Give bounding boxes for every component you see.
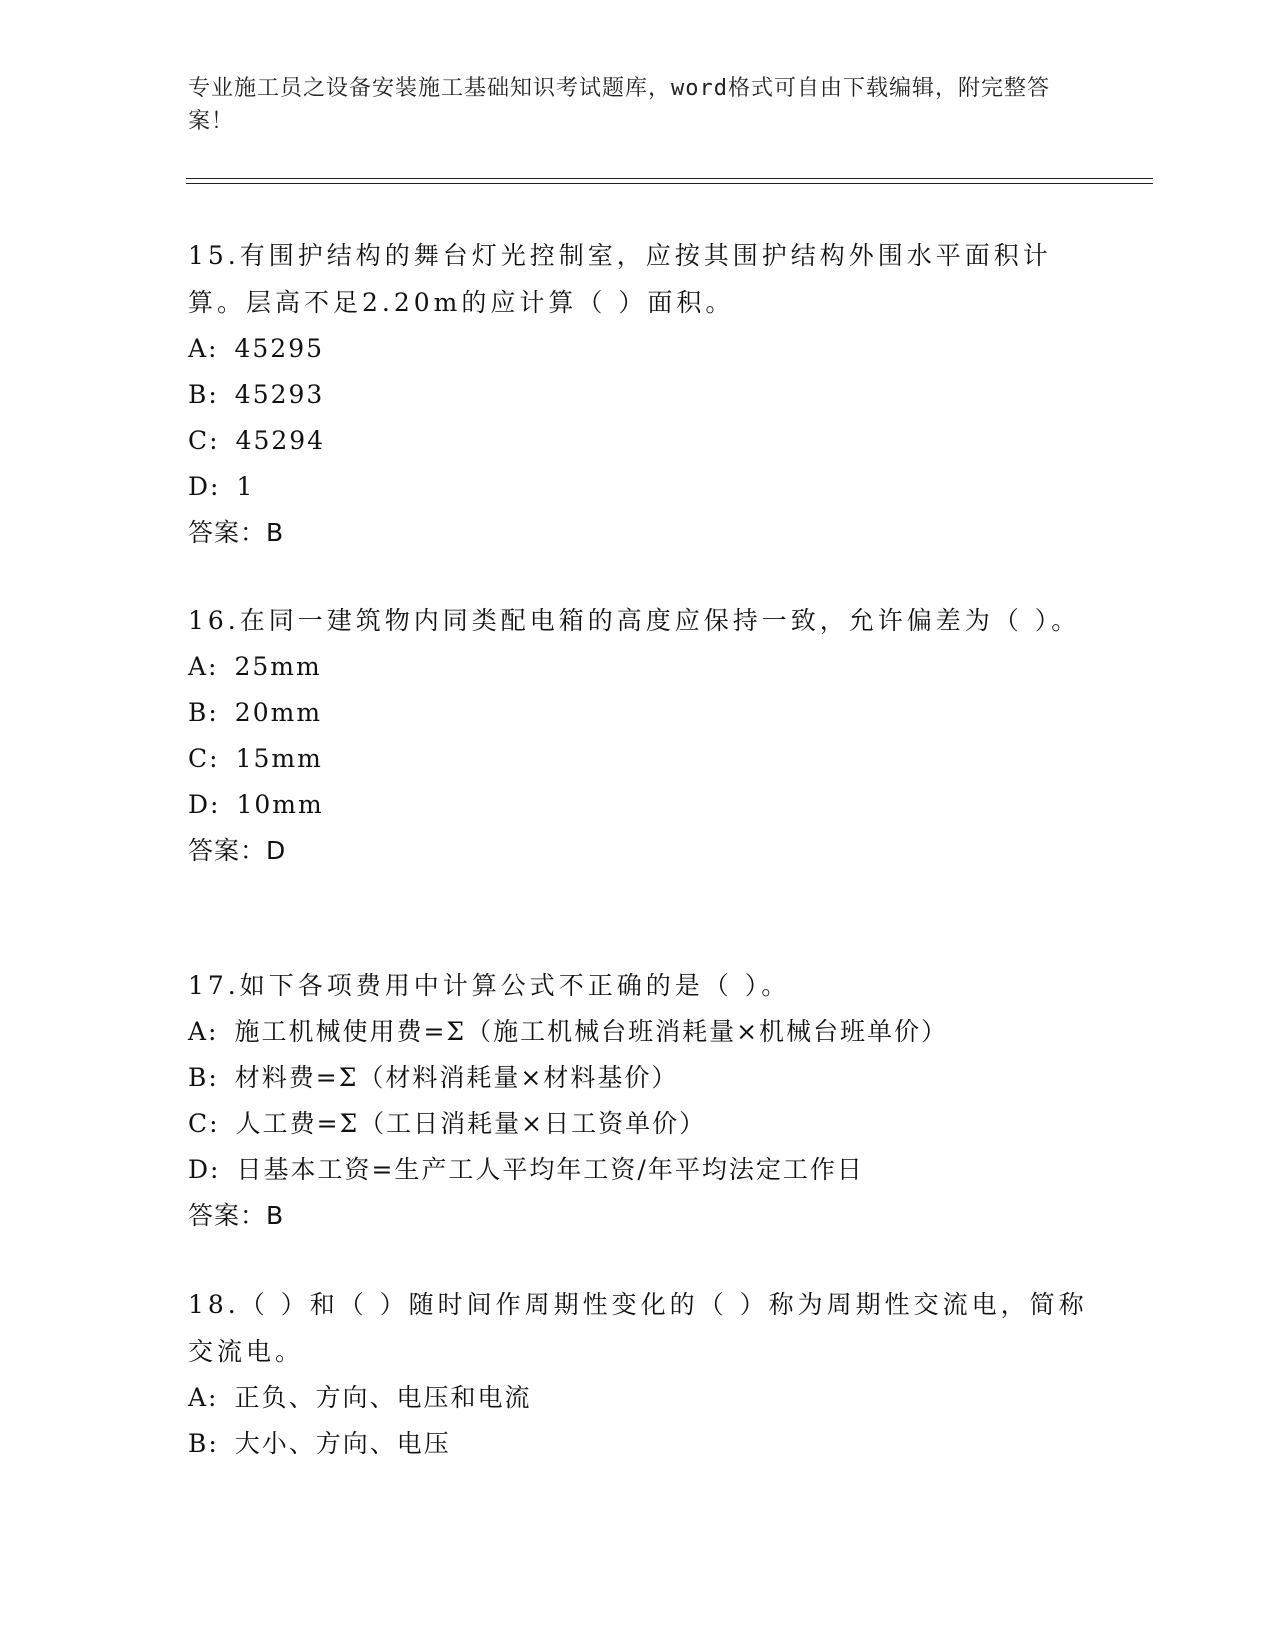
- option-label: B:: [188, 1429, 219, 1458]
- option-label: A:: [188, 1017, 219, 1046]
- question-15: [188, 232, 1088, 556]
- option-label: B:: [188, 1063, 219, 1092]
- document-header: [188, 72, 1068, 138]
- question-stem: 16.在同一建筑物内同类配电箱的高度应保持一致，允许偏差为（ ）。: [188, 606, 1081, 635]
- option-a: [188, 1375, 1088, 1421]
- option-label: D:: [188, 1155, 221, 1184]
- option-label: A:: [188, 334, 219, 363]
- option-text: 人工费=Σ（工日消耗量×日工资单价）: [235, 1109, 707, 1138]
- option-d: [188, 1147, 1088, 1193]
- answer: 答案：B: [188, 518, 285, 547]
- option-a: [188, 1009, 1088, 1055]
- option-label: B:: [188, 380, 219, 409]
- option-text: 45295: [234, 334, 325, 363]
- option-text: 10mm: [236, 790, 324, 819]
- question-stem: 18.（ ）和（ ）随时间作周期性变化的（ ）称为周期性交流电，简称交流电。: [188, 1290, 1088, 1366]
- option-label: B:: [188, 698, 219, 727]
- option-label: C:: [188, 1109, 220, 1138]
- option-text: 20mm: [234, 698, 323, 727]
- option-text: 25mm: [234, 652, 322, 681]
- option-b: [188, 372, 1088, 418]
- header-rule-top: [186, 178, 1153, 179]
- option-text: 大小、方向、电压: [234, 1429, 451, 1458]
- answer: 答案：B: [188, 1201, 285, 1230]
- option-c: [188, 736, 1088, 782]
- option-c: [188, 418, 1088, 464]
- option-a: [188, 326, 1088, 372]
- option-text: 45293: [234, 380, 325, 409]
- question-18: [188, 1281, 1088, 1467]
- option-text: 施工机械使用费=Σ（施工机械台班消耗量×机械台班单价）: [234, 1017, 949, 1046]
- option-b: [188, 1055, 1088, 1101]
- option-text: 日基本工资=生产工人平均年工资/年平均法定工作日: [236, 1155, 864, 1184]
- question-stem: 15.有围护结构的舞台灯光控制室，应按其围护结构外围水平面积计算。层高不足2.20m的应计算（ ）面积。: [188, 241, 1052, 317]
- option-text: 材料费=Σ（材料消耗量×材料基价）: [234, 1063, 679, 1092]
- question-16: [188, 597, 1088, 874]
- option-text: 正负、方向、电压和电流: [234, 1383, 532, 1412]
- option-b: [188, 690, 1088, 736]
- option-label: D:: [188, 472, 221, 501]
- option-text: 15mm: [235, 744, 323, 773]
- option-label: C:: [188, 426, 220, 455]
- option-a: [188, 644, 1088, 690]
- option-text: 1: [236, 472, 255, 501]
- option-text: 45294: [235, 426, 326, 455]
- option-label: A:: [188, 652, 219, 681]
- answer: 答案：D: [188, 836, 287, 865]
- question-17: [188, 962, 1088, 1239]
- header-text: 专业施工员之设备安装施工基础知识考试题库，word格式可自由下载编辑，附完整答案！: [188, 76, 1050, 134]
- option-b: [188, 1421, 1088, 1467]
- option-label: A:: [188, 1383, 219, 1412]
- option-d: [188, 782, 1088, 828]
- option-c: [188, 1101, 1088, 1147]
- question-stem: 17.如下各项费用中计算公式不正确的是（ ）。: [188, 971, 791, 1000]
- option-d: [188, 464, 1088, 510]
- option-label: C:: [188, 744, 220, 773]
- header-rule-bottom: [186, 183, 1153, 184]
- option-label: D:: [188, 790, 221, 819]
